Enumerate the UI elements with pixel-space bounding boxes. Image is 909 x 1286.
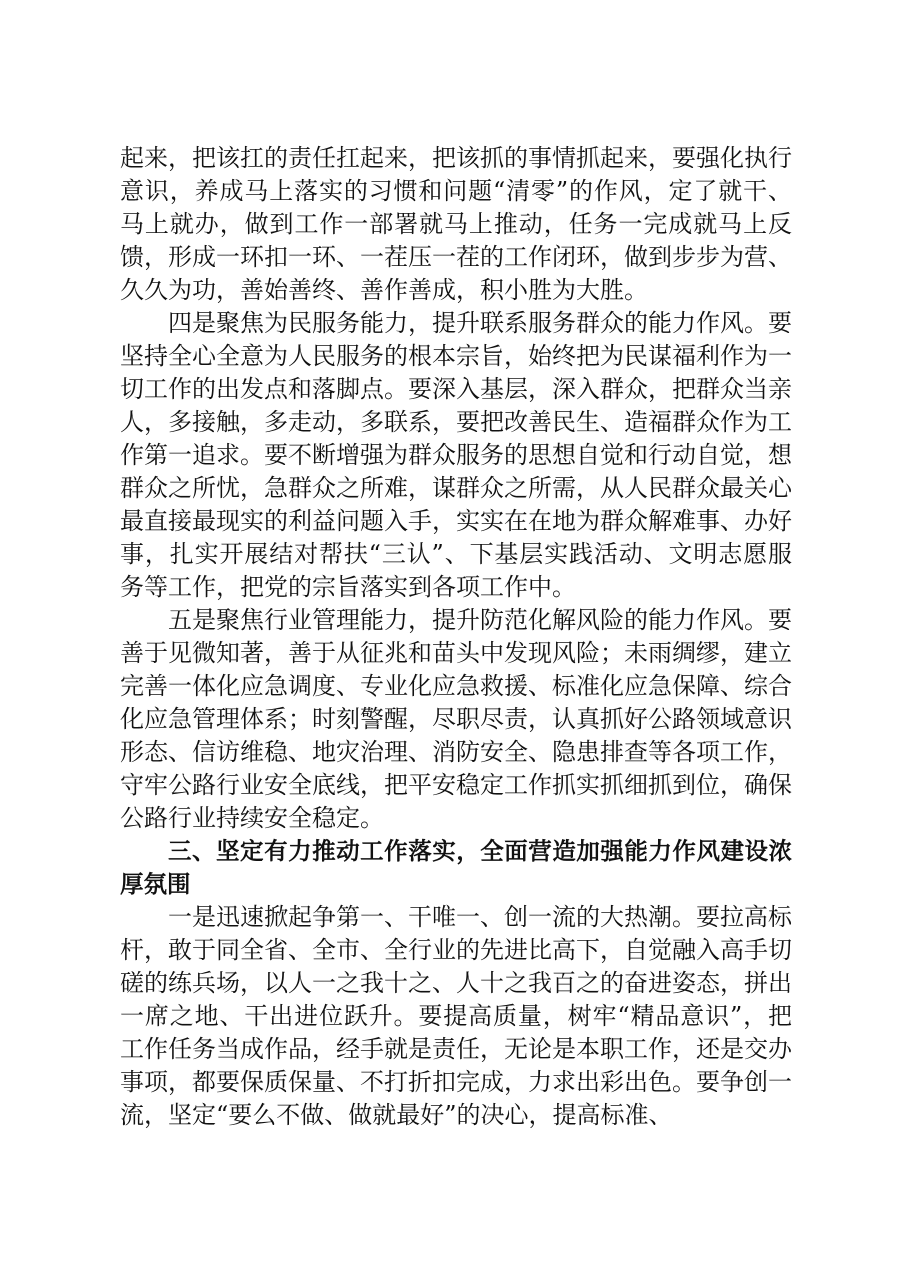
paragraph-point-four: 四是聚焦为民服务能力，提升联系服务群众的能力作风。要坚持全心全意为人民服务的根本宗旨，始终把为民谋福利作为一切工作的出发点和落脚点。要深入基层，深入群众，把群众当亲人，多接触，多走动，多联系，要把改善民生、造福群众作为工作第一追求。要不断增强为群众服务的思想自觉和行动自觉，想群众之所忧，急群众之所难，谋群众之所需，从人民群众最关心最直接最现实的利益问题入手，实实在在地为群众解难事、办好事，扎实开展结对帮扶“三认”、下基层实践活动、文明志愿服务等工作，把党的宗旨落实到各项工作中。 <box>120 309 792 601</box>
document-body <box>120 142 792 1132</box>
paragraph-point-five: 五是聚焦行业管理能力，提升防范化解风险的能力作风。要善于见微知著，善于从征兆和苗头中发现风险；未雨绸缪，建立完善一体化应急调度、专业化应急救援、标准化应急保障、综合化应急管理体系；时刻警醒，尽职尽责，认真抓好公路领域意识形态、信访维稳、地灾治理、消防安全、隐患排查等各项工作，守牢公路行业安全底线，把平安稳定工作抓实抓细抓到位，确保公路行业持续安全稳定。 <box>120 606 792 832</box>
paragraph-continuation: 起来，把该扛的责任扛起来，把该抓的事情抓起来，要强化执行意识，养成马上落实的习惯和问题“清零”的作风，定了就干、马上就办，做到工作一部署就马上推动，任务一完成就马上反馈，形成一环扣一环、一茬压一茬的工作闭环，做到步步为营、久久为功，善始善终、善作善成，积小胜为大胜。 <box>120 144 792 304</box>
section-heading-three: 三、坚定有力推动工作落实，全面营造加强能力作风建设浓厚氛围 <box>120 837 792 898</box>
paragraph-point-one: 一是迅速掀起争第一、干唯一、创一流的大热潮。要拉高标杆，敢于同全省、全市、全行业的先进比高下，自觉融入高手切磋的练兵场，以人一之我十之、人十之我百之的奋进姿态，拼出一席之地、干出进位跃升。要提高质量，树牢“精品意识”，把工作任务当成作品，经手就是责任，无论是本职工作，还是交办事项，都要保质保量、不打折扣完成，力求出彩出色。要争创一流，坚定“要么不做、做就最好”的决心，提高标准、 <box>120 903 792 1129</box>
